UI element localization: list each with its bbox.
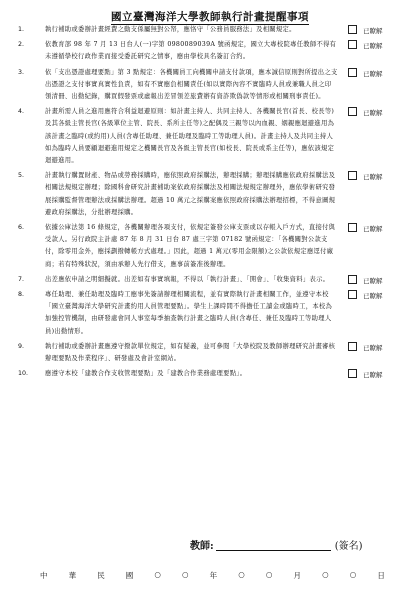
item-text: 專任助理、兼任助理及臨時工應事先簽請辦理相關流程，並有實際執行計畫相關工作，並遵守本校「國立臺灣海洋大學研究計畫約用人員管理要點」。學生上課時間不得擔任工讀金或臨時工，本校為加強控管機制，由研發處會同人事室每季抽查執行計畫之臨時人員(含專任、兼任及臨時工等助理人員)出勤情形。 <box>45 291 333 335</box>
date-char: 月 <box>293 571 302 580</box>
list-item <box>18 67 400 104</box>
acknowledge-label: 已瞭解 <box>363 276 383 285</box>
acknowledge-checkbox[interactable] <box>348 25 383 37</box>
acknowledge-label: 已瞭解 <box>363 225 383 234</box>
reminder-list <box>18 24 400 383</box>
acknowledge-checkbox[interactable] <box>348 290 383 302</box>
checkbox-square-icon[interactable] <box>348 107 357 116</box>
list-item <box>18 274 400 286</box>
item-number: 9. <box>18 342 25 350</box>
acknowledge-checkbox[interactable] <box>348 107 383 119</box>
date-char: 國 <box>125 571 134 580</box>
date-char: 華 <box>68 571 77 580</box>
checkbox-square-icon[interactable] <box>348 369 357 378</box>
acknowledge-checkbox[interactable] <box>348 275 383 287</box>
list-item <box>18 368 400 380</box>
acknowledge-label: 已瞭解 <box>363 27 383 35</box>
date-char: 日 <box>377 571 385 580</box>
item-text: 執行補助或委辦計畫經費之動支係屬無對公帑，應恪守「公務員服務法」及相關規定。 <box>45 26 296 33</box>
acknowledge-checkbox[interactable] <box>348 40 383 52</box>
acknowledge-checkbox[interactable] <box>348 223 383 235</box>
date-char: 年 <box>209 571 218 580</box>
acknowledge-label: 已瞭解 <box>363 42 383 51</box>
date-char: ○ <box>154 570 161 579</box>
list-item <box>18 289 400 338</box>
item-text: 應遵守本校「建教合作支收管理要點」及「建教合作業務處理要點」。 <box>45 370 247 378</box>
item-text: 依教育部 98 年 7 月 13 日台人(一)字第 0980089039A 號函規定，國立大專校院專任教師不得有未遵循學校行政作業而接受委託研究之情事，應由學校具名簽訂合約。 <box>45 41 337 61</box>
item-number: 4. <box>18 108 25 116</box>
acknowledge-label: 已瞭解 <box>363 371 383 380</box>
list-item <box>18 24 400 36</box>
signature-line <box>190 537 363 552</box>
signature-field[interactable] <box>216 540 331 551</box>
date-char: ○ <box>265 570 273 579</box>
item-number: 10. <box>18 370 29 378</box>
list-item <box>18 39 400 63</box>
acknowledge-checkbox[interactable] <box>348 369 383 381</box>
checkbox-square-icon[interactable] <box>348 25 357 34</box>
item-number: 7. <box>18 275 25 283</box>
item-number: 8. <box>18 291 25 299</box>
checkbox-square-icon[interactable] <box>348 171 357 180</box>
date-char: 民 <box>97 571 105 580</box>
date-char: ○ <box>349 570 357 579</box>
date-char: 中 <box>40 571 48 580</box>
checkbox-square-icon[interactable] <box>348 223 357 232</box>
document-title: 國立臺灣海洋大學教師執行計畫提醒事項 <box>111 11 309 23</box>
acknowledge-label: 已瞭解 <box>363 343 383 352</box>
item-text: 出差應依申請之明細擬就。出差如有事實填報，不得以「執行計畫」、「開會」、「收集資料」表示。 <box>45 275 330 283</box>
list-item <box>18 341 400 365</box>
date-line <box>40 570 385 581</box>
acknowledge-label: 已瞭解 <box>363 292 383 301</box>
item-number: 3. <box>18 68 25 76</box>
acknowledge-checkbox[interactable] <box>348 171 383 183</box>
signature-suffix: (簽名) <box>334 541 363 552</box>
item-text: 計畫所需人員之進用應符合利益迴避原則：如計畫主持人、共同主持人、各機關長官(首長、校長等)及其各級主管長官(各級單位主管、院長、系所主任等)之配偶及三親等以內血親、姻親應迴避進用為該計畫之臨時(或約用)人員(含專任助理、兼任助理及臨時工等助理人員)。計畫主持人及共同主持人如為臨時人員要顧迴避進用規定之機關長官及各級主管長官(如校長、院長或系主任等)，應依該規定迴避進用。 <box>45 108 335 165</box>
item-text: 執行補助或委辦計畫應遵守撥款單位規定，如有疑義，並可參閱「大學校院及教師辦理研究計畫審核辦理要點及作業程序」、研發處及會計室網站。 <box>45 342 336 363</box>
date-char: ○ <box>238 570 245 579</box>
item-text: 依據公庫法第 16 條規定，各機關辦理各項支付，依規定簽發公庫支票或以存帳入戶方式，直接付與受款人。另行政院主計處 87 年 8 月 31 日台 87 處三字第 07182 號函規定：「各機關對公款支付，除零用金外，應採劃撥轉帳方式處理。」因此，超過 1 萬元(零用金限額)之公款依規定應逕付廠商；若有特殊狀況，須由承辦人先行借支，應事前簽准後辦理。 <box>45 224 336 268</box>
acknowledge-label: 已瞭解 <box>363 173 383 182</box>
item-number: 1. <box>18 26 25 33</box>
item-number: 2. <box>18 41 25 49</box>
list-item <box>18 222 400 271</box>
list-item <box>18 106 400 167</box>
item-text: 計畫執行購置財產、物品或勞務採購時，應依照政府採購法，辦理採購；辦理採購應依政府採購法及相關法規規定辦理；除國科會研究計畫補助案依政府採購法及相關法規規定辦理外，應依學術研究發展採購監督管理辦法或採購法辦理。超過 10 萬元之採購案應依照政府採購法辦理招標，不得意圖規避政府採購法，分批辦理採購。 <box>45 172 336 216</box>
signature-label: 教師: <box>190 541 214 552</box>
item-text: 依「支出憑證處理要點」第 3 點規定：各機關員工向機關申請支付款項，應本誠信原則對所提出之支出憑證之支付事實真實性負責，如有不實應負相關責任(如以實際內容不實臨時人員或兼職人員之印領清冊、出勤紀錄，購買假發票或虛報出差冒領差旅費辦有資詐欺偽款等情形或相關刑事責任)。 <box>45 68 338 101</box>
item-number: 5. <box>18 172 25 180</box>
checkbox-square-icon[interactable] <box>348 290 357 299</box>
date-char: ○ <box>322 570 329 579</box>
date-char: ○ <box>182 570 189 579</box>
acknowledge-checkbox[interactable] <box>348 68 383 80</box>
acknowledge-label: 已瞭解 <box>363 109 383 118</box>
list-item <box>18 170 400 219</box>
checkbox-square-icon[interactable] <box>348 40 357 49</box>
checkbox-square-icon[interactable] <box>348 342 357 351</box>
checkbox-square-icon[interactable] <box>348 275 357 284</box>
checkbox-square-icon[interactable] <box>348 68 357 77</box>
item-number: 6. <box>18 224 25 232</box>
acknowledge-checkbox[interactable] <box>348 342 383 354</box>
acknowledge-label: 已瞭解 <box>363 69 383 78</box>
